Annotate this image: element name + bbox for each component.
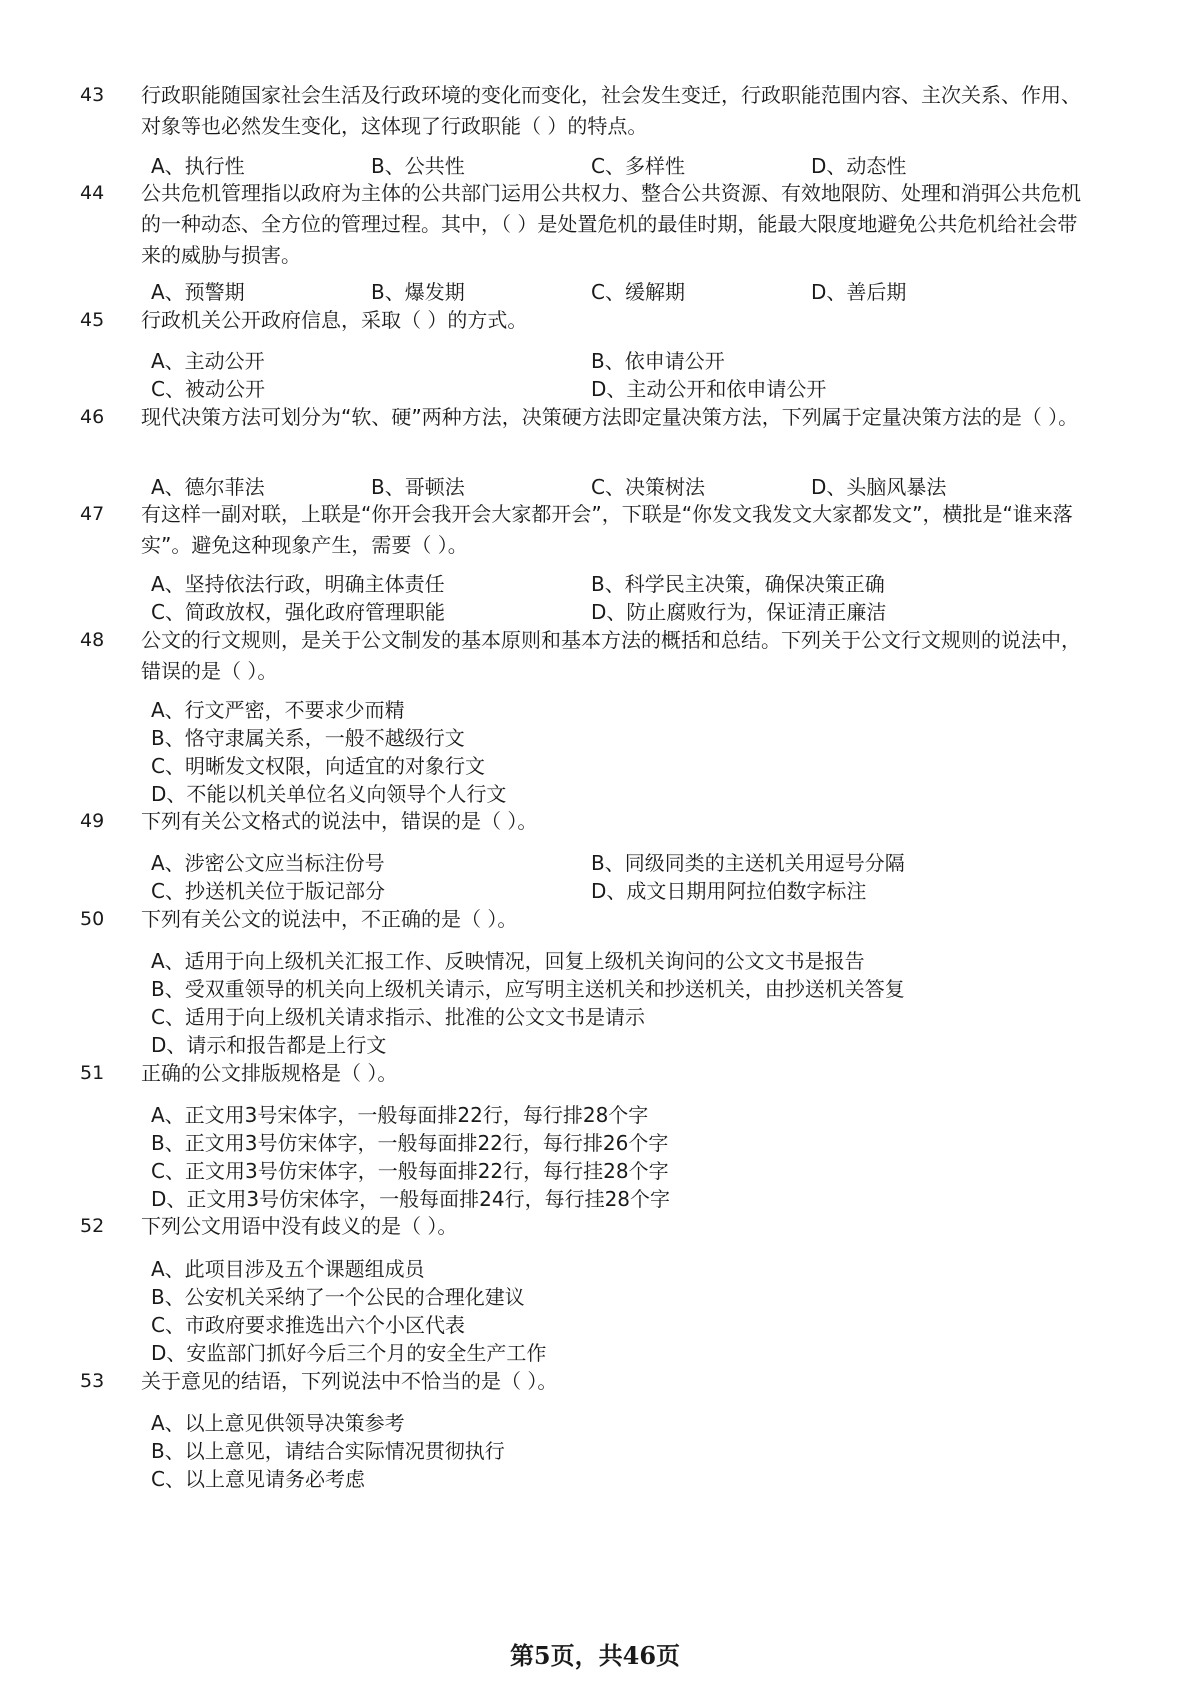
option-d: D、不能以机关单位名义向领导个人行文 <box>151 782 507 806</box>
option-c: C、以上意见请务必考虑 <box>151 1467 365 1491</box>
option-a: A、德尔菲法 <box>151 475 265 499</box>
option-a: A、以上意见供领导决策参考 <box>151 1411 405 1435</box>
question-stem: 正确的公文排版规格是（ ）。 <box>141 1061 398 1085</box>
question-number: 53 <box>80 1370 105 1392</box>
option-c: C、缓解期 <box>591 280 685 304</box>
question-stem: 行政职能随国家社会生活及行政环境的变化而变化，社会发生变迁，行政职能范围内容、主次关系、作用、对象等也必然发生变化，这体现了行政职能（ ）的特点。 <box>141 83 1081 138</box>
question-number: 49 <box>80 810 105 832</box>
option-b: B、正文用3号仿宋体字，一般每面排22行，每行排26个字 <box>151 1131 669 1155</box>
question-stem: 公文的行文规则，是关于公文制发的基本原则和基本方法的概括和总结。下列关于公文行文规则的说法中，错误的是（ ）。 <box>141 628 1081 683</box>
question-stem: 下列有关公文格式的说法中，错误的是（ ）。 <box>141 809 538 833</box>
question-stem: 现代决策方法可划分为“软、硬”两种方法，决策硬方法即定量决策方法，下列属于定量决策方法的是（ ）。 <box>141 405 1079 429</box>
option-a: A、预警期 <box>151 280 245 304</box>
option-c: C、市政府要求推选出六个小区代表 <box>151 1313 465 1337</box>
option-a: A、坚持依法行政，明确主体责任 <box>151 572 445 596</box>
question-number: 44 <box>80 182 105 204</box>
option-d: D、头脑风暴法 <box>811 475 947 499</box>
question-number: 43 <box>80 84 105 106</box>
question-stem: 公共危机管理指以政府为主体的公共部门运用公共权力、整合公共资源、有效地限防、处理和消弭公共危机的一种动态、全方位的管理过程。其中，（ ）是处置危机的最佳时期，能最大限度地避免公共危机给社会带来的威胁与损害。 <box>141 181 1081 267</box>
question-number: 45 <box>80 309 105 331</box>
option-a: A、行文严密，不要求少而精 <box>151 698 405 722</box>
question-stem: 行政机关公开政府信息，采取（ ）的方式。 <box>141 308 528 332</box>
option-b: B、爆发期 <box>371 280 465 304</box>
option-d: D、请示和报告都是上行文 <box>151 1033 387 1057</box>
option-d: D、动态性 <box>811 154 907 178</box>
option-b: B、依申请公开 <box>591 349 725 373</box>
option-c: C、多样性 <box>591 154 685 178</box>
option-b: B、同级同类的主送机关用逗号分隔 <box>591 851 905 875</box>
option-a: A、执行性 <box>151 154 245 178</box>
option-c: C、抄送机关位于版记部分 <box>151 879 385 903</box>
option-c: C、被动公开 <box>151 377 265 401</box>
option-a: A、正文用3号宋体字，一般每面排22行，每行排28个字 <box>151 1103 649 1127</box>
option-a: A、适用于向上级机关汇报工作、反映情况，回复上级机关询问的公文文书是报告 <box>151 949 865 973</box>
question-number: 52 <box>80 1215 105 1237</box>
option-b: B、公安机关采纳了一个公民的合理化建议 <box>151 1285 525 1309</box>
option-b: B、以上意见，请结合实际情况贯彻执行 <box>151 1439 505 1463</box>
question-number: 46 <box>80 406 105 428</box>
option-a: A、主动公开 <box>151 349 265 373</box>
option-c: C、适用于向上级机关请求指示、批准的公文文书是请示 <box>151 1005 645 1029</box>
option-d: D、防止腐败行为，保证清正廉洁 <box>591 600 887 624</box>
option-a: A、此项目涉及五个课题组成员 <box>151 1257 425 1281</box>
question-stem: 下列有关公文的说法中，不正确的是（ ）。 <box>141 907 518 931</box>
question-number: 51 <box>80 1062 105 1084</box>
option-b: B、哥顿法 <box>371 475 465 499</box>
question-number: 47 <box>80 503 105 525</box>
question-number: 48 <box>80 629 105 651</box>
option-d: D、主动公开和依申请公开 <box>591 377 827 401</box>
question-stem: 有这样一副对联，上联是“你开会我开会大家都开会”，下联是“你发文我发文大家都发文”，横批是“谁来落实”。避免这种现象产生，需要（ ）。 <box>141 502 1073 557</box>
option-c: C、正文用3号仿宋体字，一般每面排22行，每行挂28个字 <box>151 1159 669 1183</box>
option-d: D、善后期 <box>811 280 907 304</box>
option-d: D、安监部门抓好今后三个月的安全生产工作 <box>151 1341 547 1365</box>
option-c: C、决策树法 <box>591 475 705 499</box>
question-number: 50 <box>80 908 105 930</box>
page-footer: 第5页，共46页 <box>509 1641 681 1670</box>
question-stem: 下列公文用语中没有歧义的是（ ）。 <box>141 1214 458 1238</box>
question-stem: 关于意见的结语，下列说法中不恰当的是（ ）。 <box>141 1369 558 1393</box>
option-b: B、受双重领导的机关向上级机关请示，应写明主送机关和抄送机关，由抄送机关答复 <box>151 977 905 1001</box>
option-c: C、明晰发文权限，向适宜的对象行文 <box>151 754 485 778</box>
option-b: B、公共性 <box>371 154 465 178</box>
option-c: C、简政放权，强化政府管理职能 <box>151 600 445 624</box>
option-b: B、科学民主决策，确保决策正确 <box>591 572 885 596</box>
option-d: D、正文用3号仿宋体字，一般每面排24行，每行挂28个字 <box>151 1187 671 1211</box>
option-a: A、涉密公文应当标注份号 <box>151 851 385 875</box>
option-b: B、恪守隶属关系，一般不越级行文 <box>151 726 465 750</box>
option-d: D、成文日期用阿拉伯数字标注 <box>591 879 867 903</box>
